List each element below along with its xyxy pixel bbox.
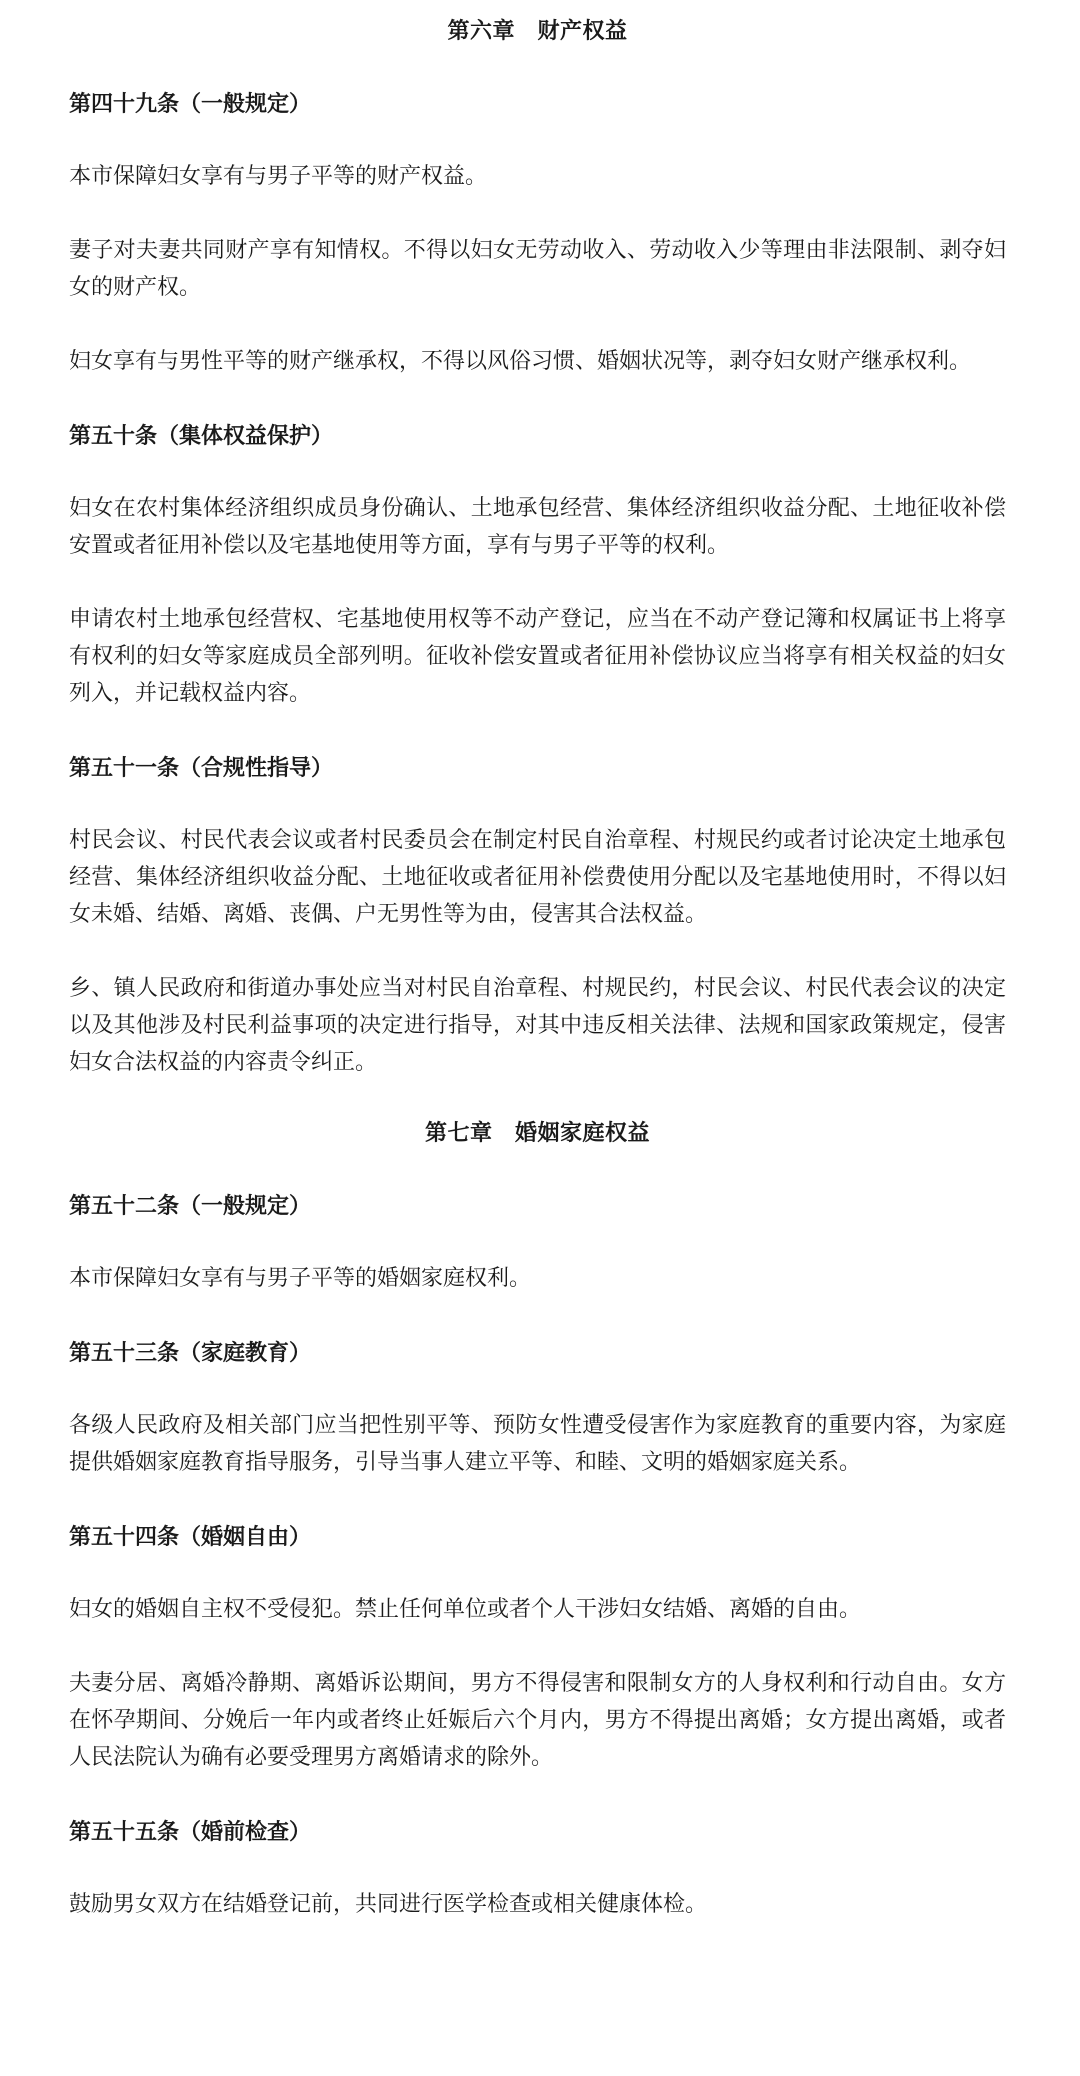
- article-paragraph: 妻子对夫妻共同财产享有知情权。不得以妇女无劳动收入、劳动收入少等理由非法限制、剥夺妇女的财产权。: [69, 238, 1006, 300]
- article-paragraph: 夫妻分居、离婚冷静期、离婚诉讼期间，男方不得侵害和限制女方的人身权利和行动自由。女方在怀孕期间、分娩后一年内或者终止妊娠后六个月内，男方不得提出离婚；女方提出离婚，或者人民法院认为确有必要受理男方离婚请求的除外。: [69, 1671, 1006, 1770]
- article-heading: 第五十条（集体权益保护）: [69, 424, 334, 449]
- article-heading: 第五十四条（婚姻自由）: [69, 1525, 312, 1550]
- article-paragraph: 各级人民政府及相关部门应当把性别平等、预防女性遭受侵害作为家庭教育的重要内容，为家庭提供婚姻家庭教育指导服务，引导当事人建立平等、和睦、文明的婚姻家庭关系。: [69, 1413, 1006, 1475]
- article-paragraph: 妇女享有与男性平等的财产继承权，不得以风俗习惯、婚姻状况等，剥夺妇女财产继承权利。: [69, 349, 972, 374]
- article-heading: 第五十五条（婚前检查）: [69, 1820, 312, 1845]
- article-paragraph: 妇女的婚姻自主权不受侵犯。禁止任何单位或者个人干涉妇女结婚、离婚的自由。: [69, 1597, 862, 1622]
- article-paragraph: 本市保障妇女享有与男子平等的财产权益。: [69, 164, 488, 189]
- article-paragraph: 妇女在农村集体经济组织成员身份确认、土地承包经营、集体经济组织收益分配、土地征收补偿安置或者征用补偿以及宅基地使用等方面，享有与男子平等的权利。: [69, 496, 1006, 558]
- article-paragraph: 本市保障妇女享有与男子平等的婚姻家庭权利。: [69, 1266, 532, 1291]
- article-heading: 第五十三条（家庭教育）: [69, 1341, 312, 1366]
- chapter-title: 第七章 婚姻家庭权益: [424, 1121, 650, 1146]
- article-paragraph: 鼓励男女双方在结婚登记前，共同进行医学检查或相关健康体检。: [69, 1892, 708, 1917]
- article-paragraph: 乡、镇人民政府和街道办事处应当对村民自治章程、村规民约，村民会议、村民代表会议的决定以及其他涉及村民利益事项的决定进行指导，对其中违反相关法律、法规和国家政策规定，侵害妇女合法权益的内容责令纠正。: [69, 976, 1006, 1075]
- article-heading: 第四十九条（一般规定）: [69, 92, 312, 117]
- article-paragraph: 申请农村土地承包经营权、宅基地使用权等不动产登记，应当在不动产登记簿和权属证书上将享有权利的妇女等家庭成员全部列明。征收补偿安置或者征用补偿协议应当将享有相关权益的妇女列入，并记载权益内容。: [69, 607, 1006, 706]
- chapter-title: 第六章 财产权益: [447, 19, 628, 44]
- article-heading: 第五十二条（一般规定）: [69, 1194, 312, 1219]
- article-paragraph: 村民会议、村民代表会议或者村民委员会在制定村民自治章程、村规民约或者讨论决定土地承包经营、集体经济组织收益分配、土地征收或者征用补偿费使用分配以及宅基地使用时，不得以妇女未婚、结婚、离婚、丧偶、户无男性等为由，侵害其合法权益。: [69, 828, 1006, 927]
- article-heading: 第五十一条（合规性指导）: [69, 756, 334, 781]
